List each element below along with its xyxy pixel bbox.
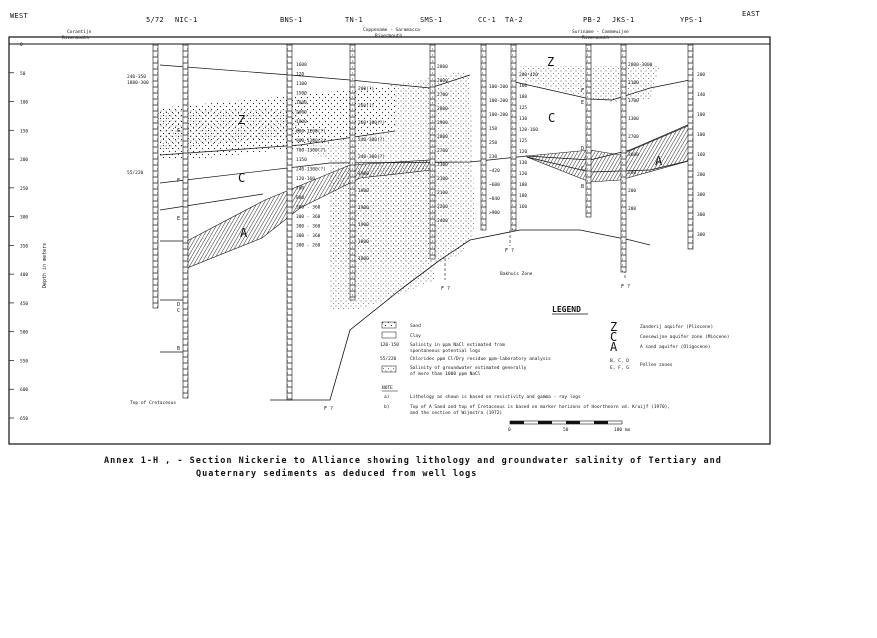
salinity-value: 260-300(?) — [358, 121, 386, 126]
salinity-value: 700-1300(?) — [296, 148, 326, 154]
salinity-value: 120 — [519, 150, 528, 155]
salinity-value: 160 — [697, 153, 706, 158]
depth-axis — [9, 42, 28, 422]
bakhuis-zone-label: Bakhuis Zone — [500, 272, 533, 277]
salinity-value: ~600 — [489, 183, 500, 188]
depth-tick-label: 300 — [20, 215, 29, 221]
well-log-cc-1 — [481, 44, 486, 230]
pollen-label: F — [177, 178, 181, 184]
salinity-value: 300 — [697, 193, 706, 198]
salinity-value: 150 — [489, 127, 498, 132]
salinity-value: 200 — [628, 189, 637, 194]
salinity-value: 55/220 — [127, 171, 144, 176]
salinity-value: 2800 — [437, 65, 448, 70]
aquifer-letter: A — [610, 340, 618, 354]
salinity-value: 100-200 — [489, 99, 508, 104]
salinity-value: 200 — [697, 173, 706, 178]
salinity-value: 230 — [489, 155, 498, 160]
note-text: Lithology as shown is based on resistivity and gamma - ray logs — [410, 395, 581, 400]
depth-tick-label: 650 — [20, 417, 29, 422]
rivermouth-labels — [62, 27, 629, 41]
well-log-yps-1 — [688, 44, 693, 249]
salinity-value: 2700 — [437, 149, 448, 154]
fault-label: F ? — [505, 248, 515, 254]
salinity-value: 100-200 — [489, 85, 508, 90]
well-label: CC-1 — [478, 16, 497, 24]
legend-item: Salinity of groundwater estimated generally — [410, 366, 527, 371]
salinity-value: 2000 — [296, 110, 307, 116]
legend-title: LEGEND — [552, 305, 581, 314]
salinity-value: 2700 — [628, 135, 639, 140]
pollen-codes: E, F, G — [610, 366, 629, 371]
salinity-value: 120 — [296, 72, 305, 78]
salinity-value: 100 — [697, 133, 706, 138]
depth-tick-label: 400 — [20, 273, 29, 279]
scale-bar — [508, 421, 631, 433]
salinity-value: 2200 — [437, 205, 448, 210]
salinity-value: 300 - 360 — [296, 215, 321, 220]
depth-tick-label: 550 — [20, 359, 29, 365]
well-label: JKS-1 — [612, 16, 635, 24]
well-log-jks-1 — [621, 44, 626, 272]
well-label: SMS-1 — [420, 16, 443, 24]
salinity-value: 100 — [697, 113, 706, 118]
rivermouth-label: Rivermouth — [582, 36, 610, 41]
well-log-pb-2 — [586, 44, 591, 217]
well-label: NIC-1 — [175, 16, 198, 24]
well-label: PB-2 — [583, 16, 602, 24]
legend-item: Salinity in ppm NaCl estimated from — [410, 343, 505, 348]
salinity-value: 2400 — [437, 219, 448, 224]
salinity-value: 900-1300(?) — [296, 139, 326, 144]
salinity-value: 130 — [519, 117, 528, 122]
salinity-value: 140 — [697, 93, 706, 98]
salinity-value: 1800 — [296, 120, 307, 125]
salinity-value: 3600 — [628, 153, 639, 158]
zone-label-c: C — [548, 111, 556, 125]
salinity-value: 2100 — [437, 191, 448, 196]
depth-tick-label: 50 — [20, 71, 26, 77]
pollen-label: D — [581, 146, 585, 152]
salinity-value: 1900 — [358, 172, 369, 177]
salinity-value: 280 — [628, 171, 637, 176]
top-of-cretaceous-label: Top of Cretaceous — [130, 401, 177, 406]
depth-tick-label: 150 — [20, 129, 29, 135]
zone-label-a: A — [655, 154, 663, 168]
depth-tick-label: 600 — [20, 388, 29, 394]
salinity-value: 1100 — [628, 81, 639, 86]
zone-label-z: Z — [238, 113, 246, 127]
well-label: 5/72 — [146, 16, 165, 24]
saline-swatch — [382, 366, 396, 372]
salinity-value: 300 — [697, 213, 706, 218]
salinity-value: 1150 — [296, 158, 307, 163]
salinity-value: 100-200 — [489, 113, 508, 118]
legend-symbol: 120-150 — [380, 343, 399, 348]
depth-tick-label: 450 — [20, 301, 29, 307]
salinity-value: 1900 — [358, 223, 369, 228]
salinity-value: 200-420 — [519, 73, 538, 78]
salinity-value: ~420 — [489, 169, 500, 174]
salinity-value: 300 - 360 — [296, 234, 321, 239]
aquifer-text: A sand aquifer (Oligocene) — [640, 345, 711, 350]
zone-label-c: C — [238, 171, 246, 185]
note-text: Top of A Sand and top of Cretaceous is based on marker horizons of Hoorthoorn vd. Kruijf (1970), — [410, 405, 671, 410]
salinity-value: 1800 — [358, 240, 369, 245]
clay-swatch — [382, 332, 396, 338]
depth-tick-label: 250 — [20, 186, 29, 192]
fault-label: F ? — [441, 286, 451, 292]
depth-tick-label: 200 — [20, 158, 29, 164]
scale-label: 50 — [563, 428, 569, 433]
salinity-value: 1900 — [358, 206, 369, 211]
salinity-value: 2700 — [437, 93, 448, 98]
pollen-label: B — [581, 184, 585, 190]
salinity-value: 300 - 260 — [296, 243, 321, 249]
fault-label: F ? — [621, 284, 631, 290]
pollen-label: E — [177, 216, 181, 222]
salinity-value: 1600 — [296, 63, 307, 68]
pollen-text: Pollen zones — [640, 363, 673, 368]
well-log-ta-2 — [511, 44, 516, 230]
zone-label-z: Z — [547, 55, 555, 69]
zone-label-a: A — [240, 226, 248, 240]
well-log-tn-1 — [350, 44, 355, 300]
salinity-value: 240-1300(?) — [296, 167, 326, 173]
salinity-value: 800-1200(?) — [296, 129, 326, 135]
salinity-value: 1700 — [628, 99, 639, 104]
well-label: YPS-1 — [680, 16, 703, 24]
pollen-codes: B, C, D — [610, 359, 629, 364]
well-label: TN-1 — [345, 16, 364, 24]
salinity-value: 240-300(?) — [358, 155, 386, 160]
note-mark: b) — [384, 405, 390, 410]
scale-label: 0 — [508, 428, 511, 433]
note-title: NOTE — [382, 386, 393, 391]
salinity-value: 300 — [697, 233, 706, 238]
salinity-value: 1100 — [296, 82, 307, 87]
depth-axis-title: Depth in meters — [42, 242, 48, 288]
well-log-nic-1 — [183, 44, 188, 398]
salinity-value: 1880-300 — [127, 81, 149, 86]
salinity-value: 120-160 — [296, 177, 315, 182]
salinity-value: 1800 — [296, 101, 307, 106]
salinity-value: 240-350 — [127, 75, 146, 80]
aquifer-text: Zanderij aquifer (Pliocene) — [640, 325, 714, 330]
salinity-value: 200(?) — [358, 87, 375, 92]
figure-caption — [104, 455, 804, 481]
salinity-value: 1900 — [358, 189, 369, 194]
salinity-value: 180 — [519, 194, 528, 199]
salinity-value: 1500 — [296, 91, 307, 97]
aquifer-letter: C — [610, 330, 618, 344]
salinity-value: 125 — [519, 106, 528, 111]
well-log-sms-1 — [430, 44, 435, 259]
salinity-value: 160 — [519, 84, 528, 89]
depth-tick-label: 350 — [20, 244, 29, 250]
legend-item: spontaneous potential logs — [410, 349, 481, 354]
caption-line: Quaternary sediments as deduced from well logs — [196, 469, 478, 479]
salinity-value: 120-160 — [519, 128, 538, 133]
well-log-bns-1 — [287, 44, 292, 400]
salinity-value: ~840 — [489, 197, 500, 202]
legend — [380, 305, 729, 433]
salinity-value: 130 — [519, 161, 528, 166]
salinity-value: 180 — [519, 183, 528, 188]
salinity-value: 125 — [519, 139, 528, 144]
salinity-value: 280 — [628, 207, 637, 212]
aquifer-letter: Z — [610, 320, 618, 334]
salinity-value: 120 — [519, 172, 528, 177]
pollen-label: D — [177, 302, 181, 308]
salinity-value: 2800 — [437, 135, 448, 140]
depth-tick-label: 0 — [20, 43, 23, 48]
pollen-label: F — [581, 88, 585, 94]
legend-item: Clay — [410, 334, 421, 339]
saline-zone-central — [330, 165, 435, 310]
caption-line: Annex 1-H , - Section Nickerie to Alliance showing lithology and groundwater salinity of Tertiary and — [104, 456, 722, 466]
legend-symbol: 55/220 — [380, 357, 397, 362]
legend-item: of more than 1000 ppm NaCl — [410, 372, 481, 377]
legend-item: Chlorides ppm Cl/Dry residue ppm-laboratory analysis — [410, 357, 551, 362]
salinity-value: 2800 — [437, 107, 448, 112]
salinity-value: 2900 — [437, 121, 448, 126]
well-labels — [146, 16, 703, 24]
legend-item: Sand — [410, 324, 421, 329]
aquifer-text: Coesewijne aquifer zone (Miocene) — [640, 335, 730, 340]
salinity-value: 200 — [697, 73, 706, 78]
pollen-label: E — [581, 100, 585, 106]
note-text: and the section of Wijmstra (1972) — [410, 411, 503, 416]
salinity-value: 2800-3000 — [628, 63, 653, 68]
salinity-value: 300 - 360 — [296, 205, 321, 211]
pollen-label: C — [581, 166, 585, 172]
east-label: EAST — [742, 10, 761, 18]
salinity-value: 180 — [519, 95, 528, 100]
salinity-value: 880 — [296, 196, 305, 201]
scale-label: 100 km — [614, 428, 631, 433]
salinity-value: 2300 — [437, 163, 448, 168]
pollen-label: B — [177, 346, 181, 352]
fault-trace — [445, 230, 625, 280]
rivermouth-label: Rivermouth — [375, 34, 403, 39]
salinity-value: 2800 — [437, 79, 448, 84]
rivermouth-label: Coppename - Saramacca — [363, 28, 420, 33]
rivermouth-label: Rivermouth — [62, 36, 90, 41]
salinity-value: 2100 — [437, 177, 448, 182]
pollen-label: G — [177, 128, 181, 134]
well-log-5-72 — [153, 44, 158, 308]
salinity-value: 240-300(?) — [358, 138, 386, 143]
pollen-label: C — [177, 308, 181, 314]
salinity-value: 260(?) — [358, 104, 375, 109]
rivermouth-label: Suriname - Commewijne — [572, 30, 629, 35]
sand-swatch — [382, 322, 396, 328]
salinity-value: 1800 — [358, 257, 369, 262]
well-label: BNS-1 — [280, 16, 303, 24]
salinity-value: 1300 — [628, 117, 639, 122]
rivermouth-label: Corantijn — [67, 30, 92, 35]
salinity-value: 250 — [489, 141, 498, 146]
depth-tick-label: 500 — [20, 330, 29, 336]
salinity-value: >900 — [489, 211, 500, 216]
depth-tick-label: 100 — [20, 100, 29, 106]
salinity-value: 300 - 360 — [296, 224, 321, 230]
fault-label: F ? — [324, 406, 334, 412]
west-label: WEST — [10, 12, 29, 20]
salinity-value: 160 — [519, 205, 528, 210]
note-mark: a) — [384, 395, 390, 400]
salinity-value: 780 — [296, 186, 305, 192]
well-label: TA-2 — [505, 16, 524, 24]
